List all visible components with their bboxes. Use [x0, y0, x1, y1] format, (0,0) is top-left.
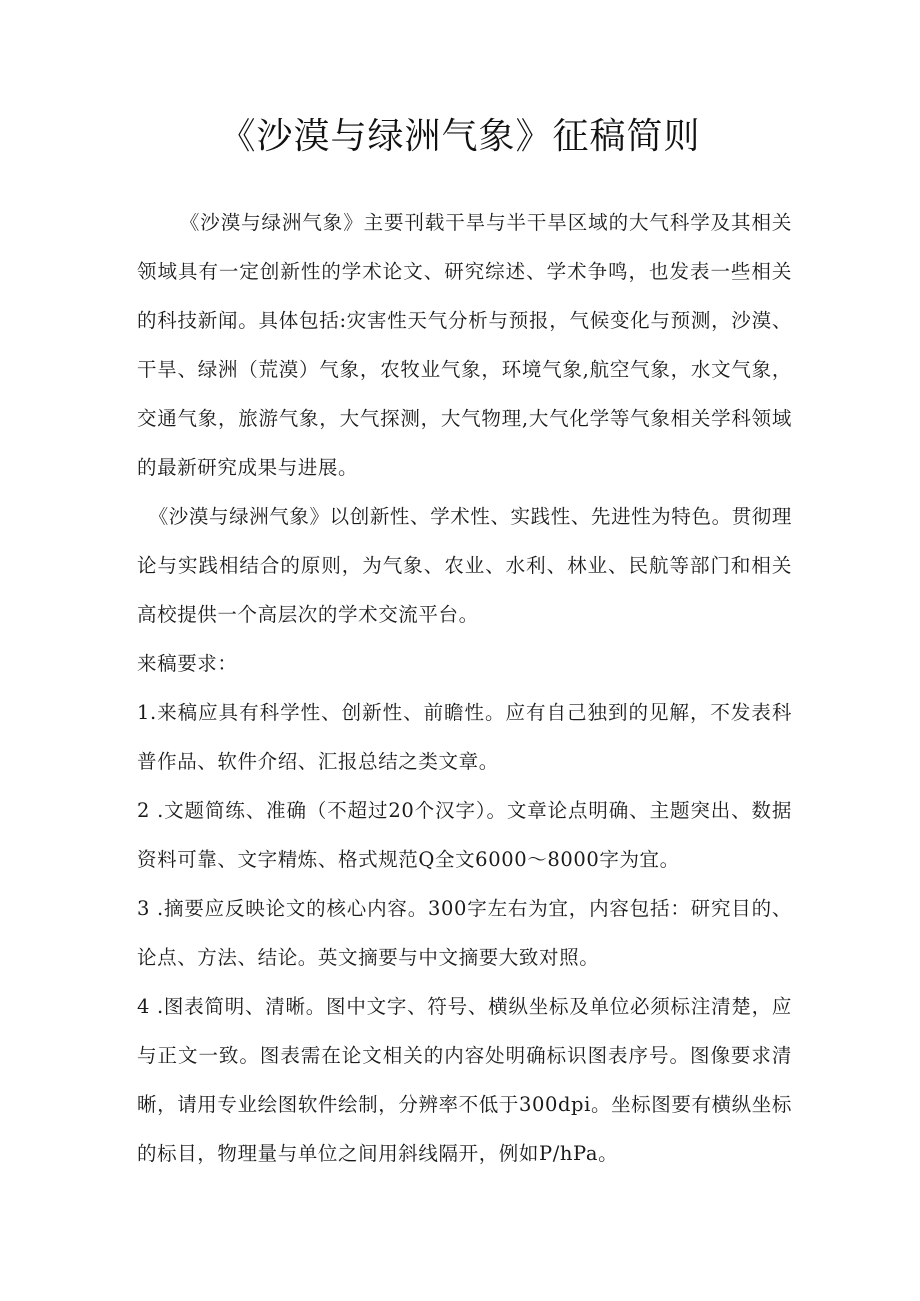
requirement-item-3: 3 .摘要应反映论文的核心内容。300字左右为宜，内容包括：研究目的、论点、方法、结论。英文摘要与中文摘要大致对照。: [137, 897, 792, 969]
requirement-item-2: 2 .文题简练、准确（不超过20个汉字）。文章论点明确、主题突出、数据资料可靠、文字精炼、格式规范Q全文6000～8000字为宜。: [137, 799, 792, 871]
requirement-item-1: 1.来稿应具有科学性、创新性、前瞻性。应有自己独到的见解，不发表科普作品、软件介绍、汇报总结之类文章。: [137, 701, 792, 773]
paragraph-scope: 《沙漠与绿洲气象》主要刊载干旱与半干旱区域的大气科学及其相关领域具有一定创新性的学术论文、研究综述、学术争鸣，也发表一些相关的科技新闻。具体包括:灾害性天气分析与预报，气候变化与预测，沙漠、干旱、绿洲（荒漠）气象，农牧业气象，环境气象,航空气象，水文气象，交通气象，旅游气象，大气探测，大气物理,大气化学等气象相关学科领域的最新研究成果与进展。: [137, 211, 792, 479]
paragraph-requirements-heading: 来稿要求：: [137, 652, 238, 675]
paragraph-features: 《沙漠与绿洲气象》以创新性、学术性、实践性、先进性为特色。贯彻理论与实践相结合的原则，为气象、农业、水利、林业、民航等部门和相关高校提供一个高层次的学术交流平台。: [137, 505, 792, 626]
document-title: 《沙漠与绿洲气象》征稿简则: [219, 116, 701, 157]
requirement-item-4: 4 .图表简明、清晰。图中文字、符号、横纵坐标及单位必须标注清楚，应与正文一致。图表需在论文相关的内容处明确标识图表序号。图像要求清晰，请用专业绘图软件绘制，分辨率不低于300dpi。坐标图要有横纵坐标的标目，物理量与单位之间用斜线隔开，例如P/hPa。: [137, 995, 792, 1165]
document-body: [137, 198, 792, 1178]
